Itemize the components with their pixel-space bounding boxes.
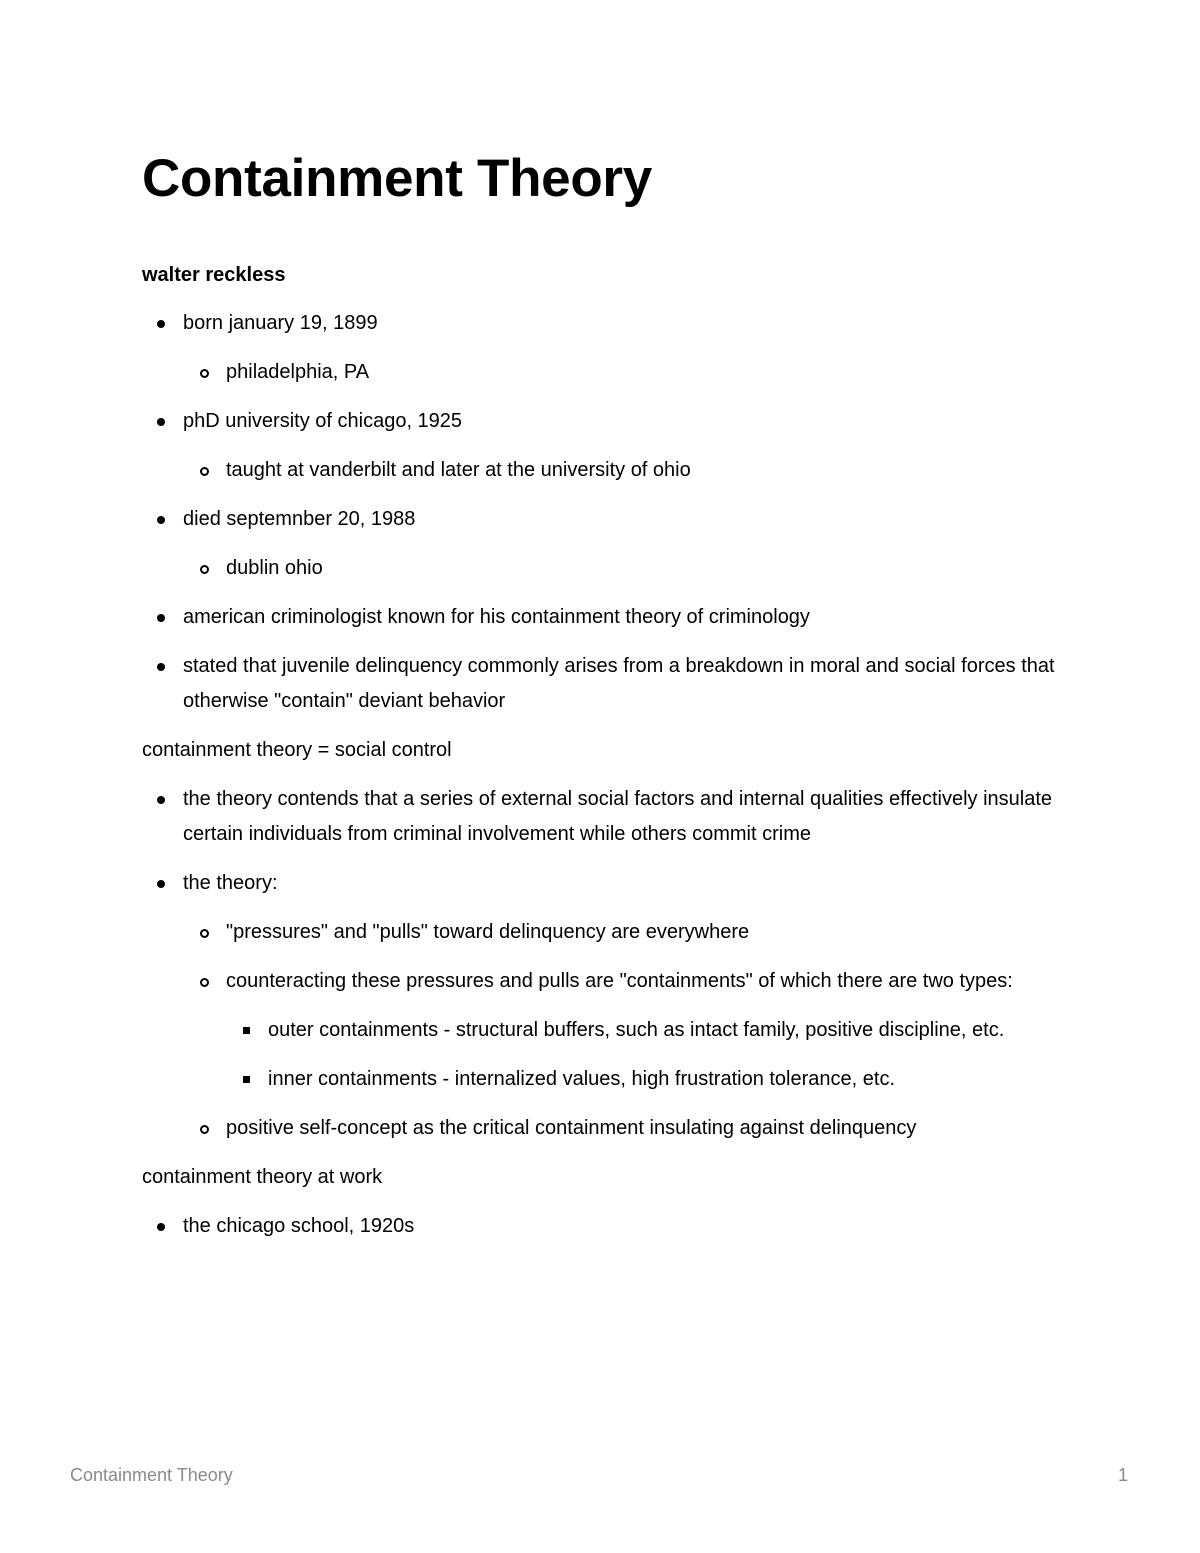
list-item: outer containments - structural buffers, such as intact family, positive discipline, etc. [142,1013,1067,1048]
list-item: inner containments - internalized values, high frustration tolerance, etc. [142,1062,1067,1097]
disc-bullet-icon [157,663,165,671]
work-list [142,1209,1067,1244]
list-item: the theory: [142,866,1067,901]
list-item: died septemnber 20, 1988 [142,502,1067,537]
list-item: "pressures" and "pulls" toward delinquency are everywhere [142,915,1067,950]
page-number: 1 [1118,1465,1129,1485]
biography-list [142,306,1067,719]
square-bullet-icon [243,1076,250,1083]
section-paragraph: containment theory at work [142,1166,383,1188]
square-bullet-icon [243,1027,250,1034]
theory-list [142,782,1067,1146]
disc-bullet-icon [157,1223,165,1231]
list-item: dublin ohio [142,551,1067,586]
list-item: born january 19, 1899 [142,306,1067,341]
circle-bullet-icon [200,978,209,987]
disc-bullet-icon [157,418,165,426]
disc-bullet-icon [157,880,165,888]
circle-bullet-icon [200,565,209,574]
list-item: philadelphia, PA [142,355,1067,390]
section-paragraph: containment theory = social control [142,739,452,761]
list-item: phD university of chicago, 1925 [142,404,1067,439]
list-item: the chicago school, 1920s [142,1209,1067,1244]
author-heading: walter reckless [142,264,286,286]
document-body [142,140,1067,1244]
list-item: stated that juvenile delinquency commonly arises from a breakdown in moral and social forces that otherwise "contain" deviant behavior [142,649,1067,719]
disc-bullet-icon [157,320,165,328]
circle-bullet-icon [200,1125,209,1134]
list-item: taught at vanderbilt and later at the university of ohio [142,453,1067,488]
list-item: positive self-concept as the critical containment insulating against delinquency [142,1111,1067,1146]
disc-bullet-icon [157,516,165,524]
circle-bullet-icon [200,467,209,476]
footer-title: Containment Theory [70,1465,233,1485]
list-item: american criminologist known for his containment theory of criminology [142,600,1067,635]
disc-bullet-icon [157,796,165,804]
disc-bullet-icon [157,614,165,622]
circle-bullet-icon [200,369,209,378]
circle-bullet-icon [200,929,209,938]
list-item: the theory contends that a series of external social factors and internal qualities effectively insulate certain individuals from criminal involvement while others commit crime [142,782,1067,852]
page-title: Containment Theory [142,149,652,208]
list-item: counteracting these pressures and pulls are "containments" of which there are two types: [142,964,1067,999]
